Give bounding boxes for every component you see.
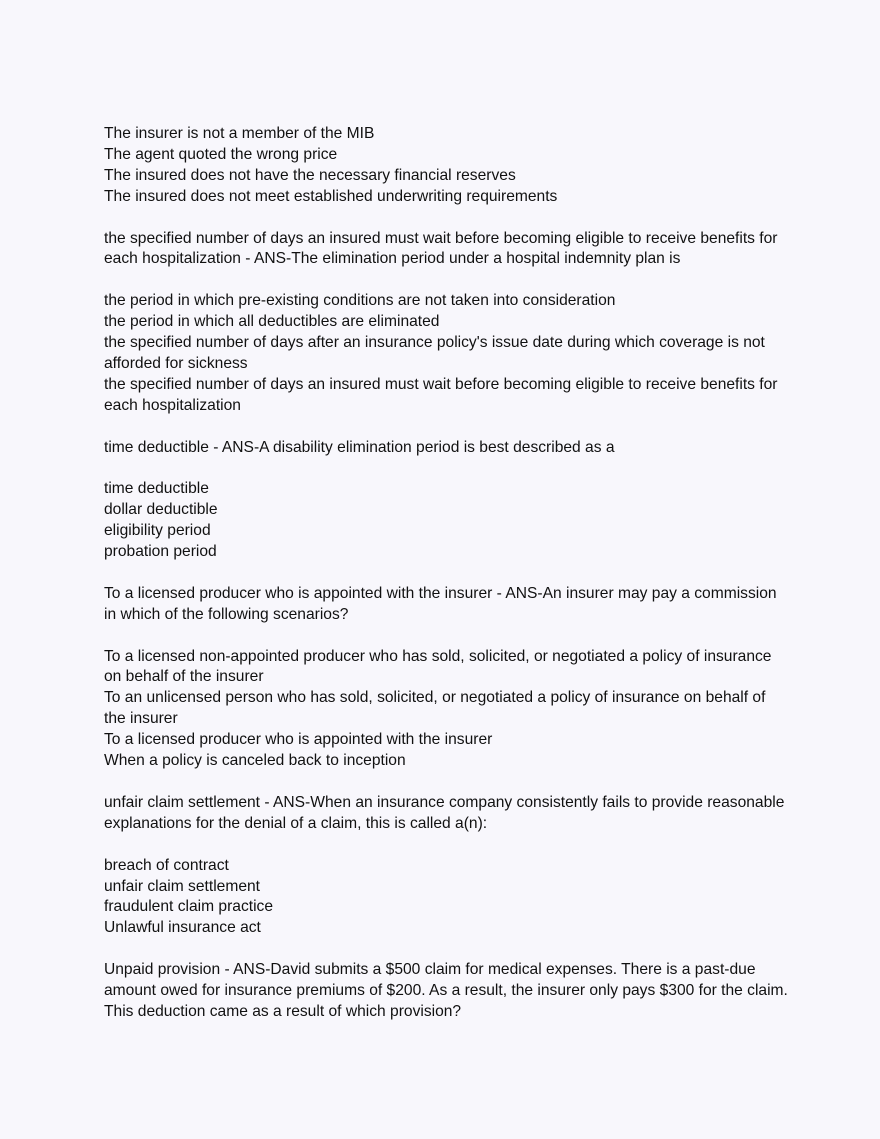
question-elimination-period-hospital	[104, 229, 790, 271]
answer-options-claim	[104, 856, 790, 940]
question-text: the specified number of days an insured must wait before becoming eligible to receive benefits for each hospitalization - ANS-The elimination period under a hospital indemnity plan is	[104, 229, 778, 268]
answer-options-elimination-period	[104, 291, 790, 416]
answer-options-commission	[104, 647, 790, 772]
answer-options-mib	[104, 124, 790, 208]
option-line: When a policy is canceled back to inception	[104, 752, 406, 770]
option-line: The insured does not meet established underwriting requirements	[104, 187, 558, 205]
option-line: The insurer is not a member of the MIB	[104, 125, 375, 142]
option-line: time deductible	[104, 480, 209, 498]
option-line: breach of contract	[104, 856, 229, 874]
option-line: the specified number of days after an insurance policy's issue date during which coverage is not afforded for sickness	[104, 334, 765, 372]
question-text: unfair claim settlement - ANS-When an insurance company consistently fails to provide reasonable explanations for the denial of a claim, this is called a(n):	[104, 793, 785, 832]
question-text: time deductible - ANS-A disability elimination period is best described as a	[104, 438, 615, 456]
option-line: To an unlicensed person who has sold, solicited, or negotiated a policy of insurance on behalf of the insurer	[104, 689, 766, 728]
option-line: The insured does not have the necessary financial reserves	[104, 166, 516, 184]
question-text: To a licensed producer who is appointed with the insurer - ANS-An insurer may pay a commission in which of the following scenarios?	[104, 584, 777, 623]
option-line: The agent quoted the wrong price	[104, 145, 338, 163]
option-line: dollar deductible	[104, 501, 218, 519]
option-line: eligibility period	[104, 522, 211, 540]
question-text: Unpaid provision - ANS-David submits a $500 claim for medical expenses. There is a past-due amount owed for insurance premiums of $200. As a result, the insurer only pays $300 for the claim. This deduction came as a result of which provision?	[104, 961, 788, 1020]
question-unfair-claim	[104, 793, 790, 835]
answer-options-deductible	[104, 479, 790, 563]
option-line: the period in which all deductibles are eliminated	[104, 313, 440, 331]
option-line: probation period	[104, 543, 217, 561]
option-line: Unlawful insurance act	[104, 919, 261, 937]
option-line: unfair claim settlement	[104, 877, 260, 895]
option-line: the specified number of days an insured must wait before becoming eligible to receive benefits for each hospitalization	[104, 375, 778, 414]
question-unpaid-provision	[104, 960, 790, 1023]
option-line: fraudulent claim practice	[104, 898, 274, 916]
option-line: the period in which pre-existing conditions are not taken into consideration	[104, 292, 616, 310]
question-commission	[104, 584, 790, 626]
question-disability-elimination	[104, 438, 790, 459]
option-line: To a licensed producer who is appointed with the insurer	[104, 731, 493, 749]
option-line: To a licensed non-appointed producer who has sold, solicited, or negotiated a policy of insurance on behalf of the insurer	[104, 647, 772, 686]
